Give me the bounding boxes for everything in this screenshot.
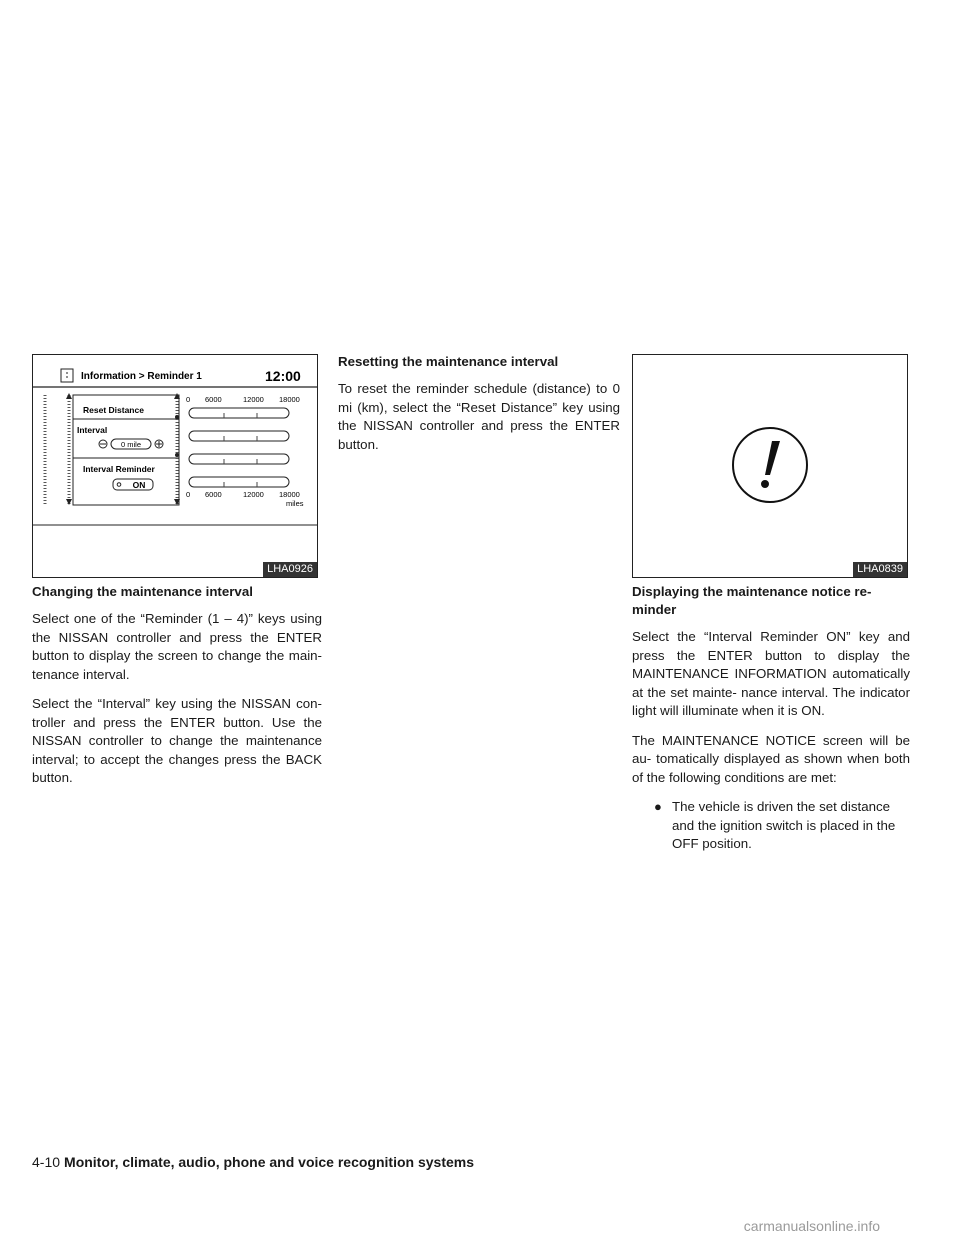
right-column <box>632 583 910 854</box>
menu-interval: Interval <box>77 425 108 435</box>
middle-column <box>338 353 620 465</box>
screen-title: Information > Reminder 1 <box>81 371 202 382</box>
reminder-screen-illustration <box>33 355 317 563</box>
left-column <box>32 583 322 799</box>
scale-top-6000: 6000 <box>205 395 222 404</box>
bullet-dot-icon: ● <box>654 799 662 814</box>
scale-top-0: 0 <box>186 395 191 404</box>
chapter-title: Monitor, climate, audio, phone and voice recognition systems <box>64 1154 474 1170</box>
interval-value: 0 mile <box>120 440 142 449</box>
figure-code-1: LHA0926 <box>263 562 317 577</box>
scale-top-18000: 18000 <box>279 395 300 404</box>
menu-interval-reminder: Interval Reminder <box>83 464 155 474</box>
paragraph-resetting-1: To reset the reminder schedule (distance) to 0 mi (km), select the “Reset Distance” key using the NISSAN controller and press the ENTER button. <box>338 381 620 452</box>
bullet-item <box>632 798 910 854</box>
screen-clock: 12:00 <box>265 368 301 384</box>
figure-code-2: LHA0839 <box>853 562 907 577</box>
figure-warning <box>632 354 908 578</box>
heading-changing-interval: Changing the maintenance interval <box>32 584 253 599</box>
scale-top-12000: 12000 <box>243 395 264 404</box>
page-footer <box>32 1154 474 1170</box>
scale-bottom-0: 0 <box>186 490 191 499</box>
paragraph-displaying-1: Select the “Interval Reminder ON” key and press the ENTER button to display the MAINTENANCE INFORMATION automatically at the set mainte- nance interval. The indicator light will illuminate when it is ON. <box>632 629 910 718</box>
exclamation-warning-icon <box>633 355 907 563</box>
scale-bottom-6000: 6000 <box>205 490 222 499</box>
menu-reset-distance: Reset Distance <box>83 405 144 415</box>
heading-displaying-reminder: Displaying the maintenance notice re- minder <box>632 584 872 617</box>
paragraph-changing-1: Select one of the “Reminder (1 – 4)” keys using the NISSAN controller and press the ENTER button to display the screen to change the main- tenance interval. <box>32 611 322 682</box>
scale-units: miles <box>286 499 304 508</box>
reminder-value: ON <box>132 480 146 490</box>
paragraph-displaying-2: The MAINTENANCE NOTICE screen will be au- tomatically displayed as shown when both of the following conditions are met: <box>632 732 910 785</box>
scale-bottom-12000: 12000 <box>243 490 264 499</box>
heading-resetting-interval: Resetting the maintenance interval <box>338 354 559 369</box>
paragraph-changing-2: Select the “Interval” key using the NISSAN con- troller and press the ENTER button. Use the NISSAN controller to change the maintenance interval; to accept the changes press the BACK button. <box>32 696 322 785</box>
figure-reminder-screen <box>32 354 318 578</box>
page-number: 4-10 <box>32 1154 61 1170</box>
watermark: carmanualsonline.info <box>743 1218 880 1234</box>
bullet-text: The vehicle is driven the set distance and the ignition switch is placed in the OFF position. <box>672 799 896 851</box>
scale-bottom-18000: 18000 <box>279 490 300 499</box>
